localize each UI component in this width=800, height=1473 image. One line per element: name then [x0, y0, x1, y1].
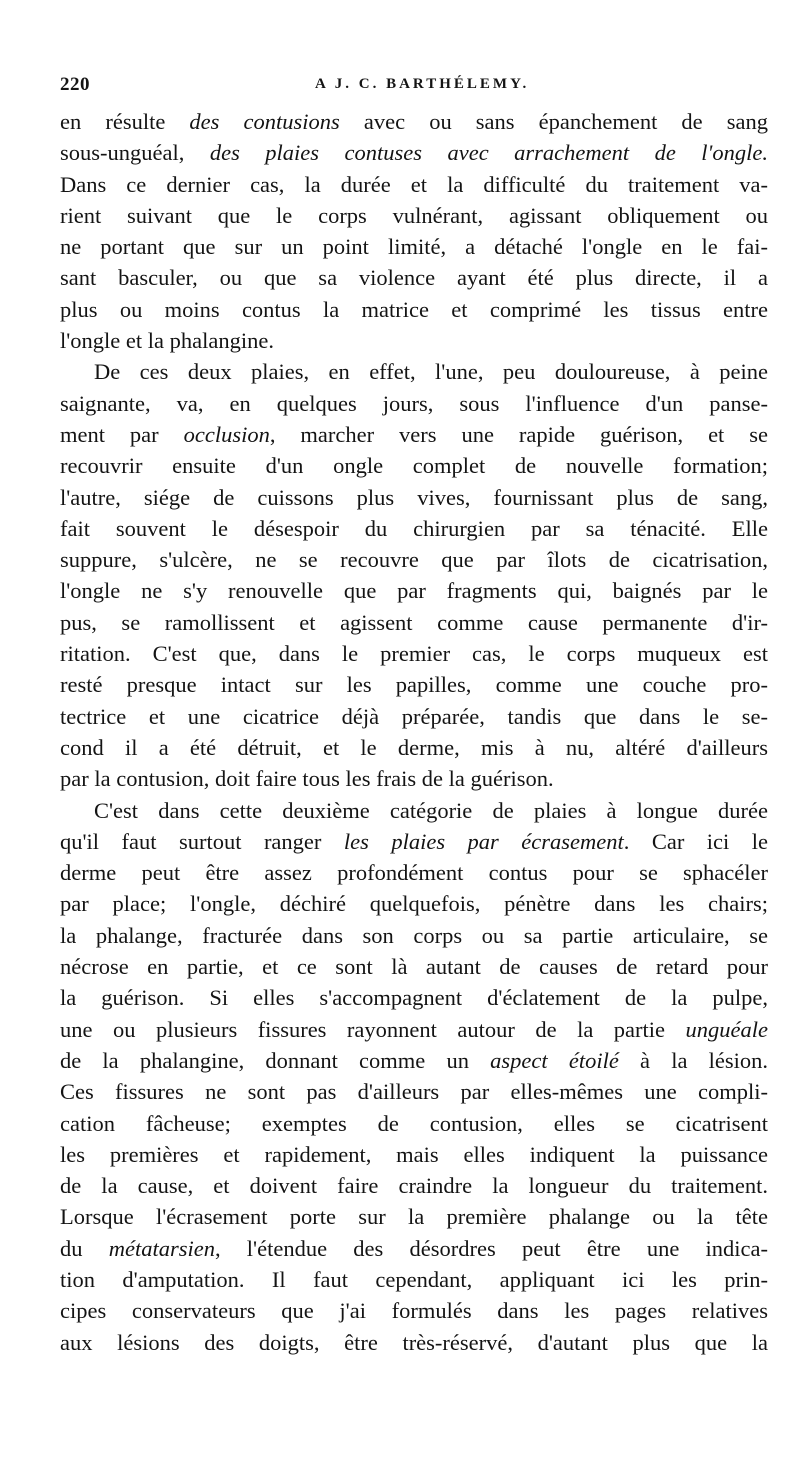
text-segment: sous-unguéal,	[60, 140, 210, 166]
text-line	[60, 1139, 768, 1170]
text-segment: . Car ici le	[623, 828, 768, 854]
text-line	[60, 1045, 768, 1076]
text-segment: l'autre, siége de cuissons plus vives, fournissant plus de sang,	[60, 484, 768, 510]
italic-segment: les plaies par écrasement	[343, 828, 624, 854]
text-segment: , l'étendue des désordres peut être une indica-	[214, 1235, 769, 1261]
text-segment: fait souvent le désespoir du chirurgien par sa ténacité. Elle	[60, 515, 768, 541]
text-segment: cond il a été détruit, et le derme, mis à nu, altéré d'ailleurs	[60, 734, 768, 760]
text-line	[60, 1170, 768, 1201]
text-line	[60, 795, 768, 826]
text-line	[60, 231, 768, 262]
italic-segment: des plaies contuses avec arrachement de l'ongle.	[209, 140, 768, 166]
text-segment: tion d'amputation. Il faut cependant, appliquant ici les prin-	[60, 1266, 768, 1292]
text-line	[60, 638, 768, 669]
italic-segment: métatarsien	[108, 1235, 215, 1261]
italic-segment: aspect étoilé	[490, 1047, 619, 1073]
text-segment: l'ongle ne s'y renouvelle que par fragments qui, baignés par le	[60, 578, 768, 604]
text-segment: cipes conservateurs que j'ai formulés dans les pages relatives	[60, 1298, 768, 1324]
text-segment: qu'il faut surtout ranger	[60, 828, 344, 854]
text-line	[60, 1327, 768, 1358]
text-line	[60, 888, 768, 919]
text-segment: du	[60, 1235, 109, 1261]
text-line	[60, 544, 768, 575]
text-segment: de la cause, et doivent faire craindre la longueur du traitement.	[60, 1173, 768, 1199]
text-segment: par place; l'ongle, déchiré quelquefois, pénètre dans les chairs;	[60, 891, 768, 917]
text-segment: Ces fissures ne sont pas d'ailleurs par elles-mêmes une compli-	[60, 1079, 768, 1105]
body-text	[60, 106, 768, 1358]
text-segment: ment par	[60, 421, 184, 447]
text-line	[60, 982, 768, 1013]
text-segment: pus, se ramollissent et agissent comme cause permanente d'ir-	[60, 609, 768, 635]
text-line	[60, 513, 768, 544]
text-line	[60, 763, 768, 794]
text-segment: tectrice et une cicatrice déjà préparée, tandis que dans le se-	[60, 703, 768, 729]
text-segment: en résulte	[60, 109, 190, 134]
text-segment: par la contusion, doit faire tous les frais de la guérison.	[60, 766, 554, 792]
text-line	[60, 325, 768, 356]
text-segment: Lorsque l'écrasement porte sur la première phalange ou la tête	[60, 1204, 768, 1230]
text-line	[60, 1108, 768, 1139]
text-line	[60, 669, 768, 700]
text-line	[60, 1295, 768, 1326]
text-line	[60, 137, 768, 168]
text-segment: Dans ce dernier cas, la durée et la difficulté du traitement va-	[60, 171, 768, 197]
text-line	[60, 169, 768, 200]
text-segment: avec ou sans épanchement de sang	[339, 109, 769, 134]
text-line	[60, 607, 768, 638]
text-line	[60, 262, 768, 293]
text-segment: aux lésions des doigts, être très-réservé, d'autant plus que la	[60, 1329, 768, 1355]
text-segment: de la phalangine, donnant comme un	[60, 1047, 491, 1073]
text-segment: la guérison. Si elles s'accompagnent d'éclatement de la pulpe,	[60, 985, 768, 1011]
text-segment: sant basculer, ou que sa violence ayant été plus directe, il a	[60, 265, 768, 291]
text-line	[60, 200, 768, 231]
text-line	[60, 1201, 768, 1232]
page-number: 220	[60, 74, 90, 95]
text-segment: C'est dans cette deuxième catégorie de plaies à longue durée	[94, 797, 768, 823]
text-segment: ne portant que sur un point limité, a détaché l'ongle en le fai-	[60, 234, 768, 260]
text-line	[60, 732, 768, 763]
text-segment: saignante, va, en quelques jours, sous l'influence d'un panse-	[60, 390, 768, 416]
text-segment: De ces deux plaies, en effet, l'une, peu douloureuse, à peine	[94, 359, 768, 385]
text-segment: recouvrir ensuite d'un ongle complet de nouvelle formation;	[60, 453, 768, 479]
text-line	[60, 701, 768, 732]
text-line	[60, 951, 768, 982]
text-segment: ritation. C'est que, dans le premier cas, le corps muqueux est	[60, 641, 768, 667]
text-segment: resté presque intact sur les papilles, comme une couche pro-	[60, 672, 768, 698]
text-segment: à la lésion.	[618, 1047, 768, 1073]
text-segment: derme peut être assez profondément contus pour se sphacéler	[60, 860, 768, 886]
text-line	[60, 388, 768, 419]
text-line	[60, 419, 768, 450]
text-segment: , marcher vers une rapide guérison, et se	[269, 421, 768, 447]
text-line	[60, 356, 768, 387]
text-line	[60, 294, 768, 325]
text-line	[60, 482, 768, 513]
text-line	[60, 106, 768, 137]
text-line	[60, 826, 768, 857]
italic-segment: occlusion	[183, 421, 270, 447]
text-segment: une ou plusieurs fissures rayonnent autour de la partie	[60, 1016, 686, 1042]
italic-segment: des contusions	[189, 109, 340, 134]
running-head	[60, 74, 760, 98]
text-segment: l'ongle et la phalangine.	[60, 328, 274, 354]
text-segment: cation fâcheuse; exemptes de contusion, elles se cicatrisent	[60, 1110, 768, 1136]
text-segment: rient suivant que le corps vulnérant, agissant obliquement ou	[60, 202, 768, 228]
text-segment: nécrose en partie, et ce sont là autant de causes de retard pour	[60, 954, 768, 980]
text-line	[60, 1014, 768, 1045]
text-line	[60, 1233, 768, 1264]
text-line	[60, 1264, 768, 1295]
text-line	[60, 1076, 768, 1107]
italic-segment: unguéale	[685, 1016, 768, 1042]
text-segment: la phalange, fracturée dans son corps ou sa partie articulaire, se	[60, 922, 768, 948]
text-line	[60, 575, 768, 606]
text-line	[60, 450, 768, 481]
text-segment: les premières et rapidement, mais elles indiquent la puissance	[60, 1141, 768, 1167]
text-line	[60, 920, 768, 951]
text-line	[60, 857, 768, 888]
running-head-author: A J. C. BARTHÉLEMY.	[315, 76, 530, 92]
text-segment: suppure, s'ulcère, ne se recouvre que par îlots de cicatrisation,	[60, 547, 768, 573]
text-segment: plus ou moins contus la matrice et comprimé les tissus entre	[60, 296, 768, 322]
